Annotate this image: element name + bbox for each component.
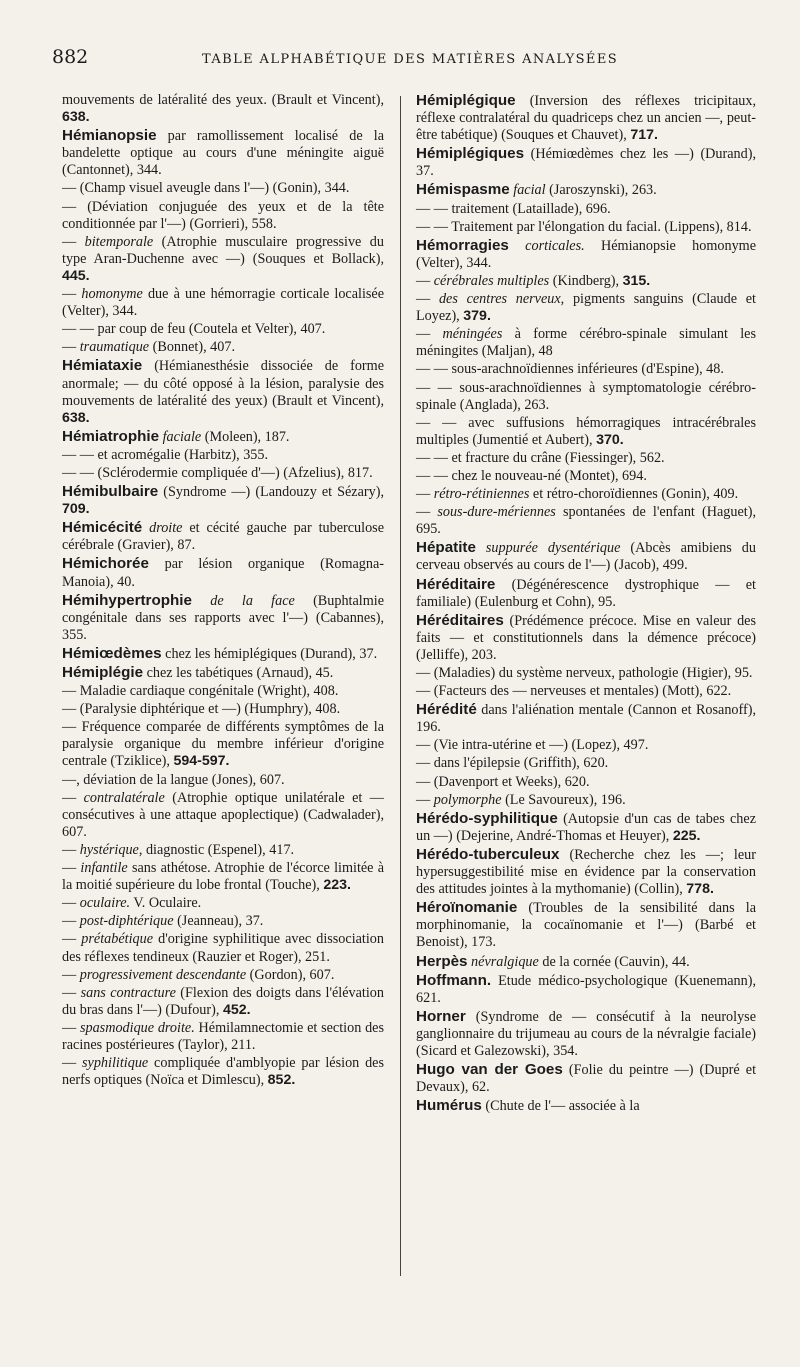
- entry-text: (Folie du peintre —) (Dupré et Devaux), 62.: [416, 1062, 757, 1096]
- entry-headword: Hérédo-tuberculeux: [416, 845, 560, 863]
- entry-text: sans athétose. Atrophie de l'écorce limitée à la moitié supérieure du lobe frontal (Touche),: [62, 860, 385, 894]
- index-entry: [62, 931, 384, 965]
- index-entry: [62, 985, 384, 1019]
- entry-italic: post-diphtérique: [79, 913, 174, 930]
- entry-italic: sous-dure-mériennes: [437, 504, 556, 521]
- index-entry: [62, 428, 384, 446]
- entry-text: (Moleen), 187.: [201, 428, 290, 445]
- entry-dash: —: [416, 486, 434, 503]
- entry-text: traitement (Lataillade), 696.: [451, 200, 611, 217]
- running-title: TABLE ALPHABÉTIQUE DES MATIÈRES ANALYSÉES: [202, 52, 619, 67]
- entry-text: (Vie intra-utérine et —) (Lopez), 497.: [433, 737, 649, 754]
- index-entry: [62, 790, 384, 841]
- entry-dash: —: [62, 913, 80, 930]
- entry-dash: — —: [62, 464, 98, 481]
- index-entry: [62, 1055, 384, 1089]
- entry-text: (Maladies) du système nerveux, pathologie (Higier), 95.: [433, 665, 753, 681]
- entry-italic: polymorphe: [433, 791, 502, 808]
- entry-text: (Abcès amibiens du cerveau observés au cours de l'—) (Jacob), 499.: [416, 540, 756, 574]
- entry-headword: Hémiplégiques: [416, 145, 525, 163]
- index-entry: [416, 683, 756, 700]
- index-entry: [62, 860, 384, 894]
- index-entry: [62, 895, 384, 912]
- entry-headword: Hérédité: [416, 701, 477, 719]
- index-entry: [416, 468, 756, 485]
- entry-text: Traitement par l'élongation du facial. (Lippens), 814.: [451, 218, 752, 235]
- entry-italic: progressivement descendante: [79, 966, 247, 983]
- entry-headword: Hémihypertrophie: [62, 591, 192, 609]
- index-entry: [62, 357, 384, 426]
- right-column: [416, 92, 756, 1116]
- entry-text: (Hémiœdèmes chez les —) (Durand), 37.: [416, 146, 756, 180]
- entry-italic: infantile: [80, 860, 128, 877]
- entry-text: (Kindberg),: [549, 272, 623, 289]
- entry-text: (Flexion des doigts dans l'élévation du bras dans l'—) (Dufour),: [62, 984, 384, 1018]
- index-entry: [62, 339, 384, 356]
- index-entry: [416, 380, 756, 414]
- entry-headword: Hépatite: [416, 539, 476, 557]
- entry-headword: Hémicécité: [62, 519, 143, 537]
- entry-italic: droite: [142, 520, 183, 537]
- entry-headword: Hugo van der Goes: [416, 1061, 563, 1079]
- entry-italic: prétabétique: [81, 931, 154, 948]
- index-entry: [416, 145, 756, 180]
- entry-page-ref: 225.: [672, 827, 701, 844]
- index-entry: [416, 810, 756, 845]
- entry-text: avec suffusions hémorragiques intracérébrales multiples (Jumentié et Aubert),: [416, 414, 756, 448]
- entry-text: (Inversion des réflexes tricipitaux, réflexe contralatéral du quadriceps chez un ancien —, peut-être tabétique) (Souques et Chauvet),: [416, 93, 756, 144]
- index-entry: [62, 967, 384, 984]
- entry-page-ref: 717.: [630, 127, 658, 144]
- entry-text: d'origine syphilitique avec dissociation des réflexes tendineux (Rauzier et Roger), 251.: [62, 931, 384, 965]
- entry-dash: — —: [62, 321, 98, 338]
- entry-headword: Hémispasme: [416, 181, 510, 199]
- entry-page-ref: 638.: [62, 109, 90, 126]
- entry-italic: hystérique,: [79, 841, 143, 858]
- entry-text: chez le nouveau-né (Montet), 694.: [451, 467, 647, 484]
- page-header: [52, 46, 760, 76]
- entry-text: (Jaroszynski), 263.: [545, 182, 657, 199]
- entry-text: due à une hémorragie corticale localisée (Velter), 344.: [62, 286, 385, 320]
- entry-dash: —: [62, 233, 85, 250]
- entry-dash: —: [62, 286, 82, 303]
- entry-dash: —: [416, 683, 434, 700]
- entry-text: sous-arachnoïdiennes inférieures (d'Espine), 48.: [451, 361, 724, 378]
- entry-page-ref: 315.: [622, 272, 651, 289]
- entry-dash: — —: [416, 218, 452, 235]
- entry-headword: Héréditaires: [416, 611, 504, 629]
- index-entry: [62, 447, 384, 464]
- entry-dash: —: [62, 719, 82, 736]
- entry-headword: Hémiplégique: [416, 92, 516, 109]
- entry-headword: Hoffmann.: [416, 971, 492, 989]
- index-entry: [416, 326, 756, 360]
- index-entry: [416, 1061, 756, 1096]
- entry-dash: —: [416, 791, 434, 808]
- index-entry: [62, 127, 384, 179]
- entry-dash: — —: [62, 446, 98, 463]
- index-entry: [416, 273, 756, 290]
- entry-headword: Hérédo-syphilitique: [416, 809, 558, 827]
- index-entry: [62, 683, 384, 700]
- entry-text: (Dégénérescence dystrophique — et familiale) (Eulenburg et Cohn), 95.: [416, 576, 756, 610]
- page-number: 882: [52, 46, 89, 68]
- entry-text: compliquée d'amblyopie par lésion des nerfs optiques (Noïca et Dimlescu),: [62, 1055, 384, 1089]
- entry-text: sous-arachnoïdiennes à symptomatologie cérébro-spinale (Anglada), 263.: [416, 379, 756, 413]
- entry-text: par coup de feu (Coutela et Velter), 407.: [97, 321, 326, 338]
- entry-text: (Déviation conjuguée des yeux et de la tête conditionnée par l'—) (Gorrieri), 558.: [62, 198, 384, 232]
- entry-headword: Hémibulbaire: [62, 483, 159, 501]
- entry-page-ref: 370.: [596, 431, 624, 448]
- entry-page-ref: 445.: [62, 267, 90, 284]
- entry-text: (Atrophie optique unilatérale et — consécutives à une attaque apoplectique) (Cadwalader), 607.: [62, 789, 384, 840]
- index-entry: [416, 774, 756, 791]
- entry-text: V. Oculaire.: [130, 895, 202, 912]
- entry-text: (Paralysie diphtérique et —) (Humphry), 408.: [79, 701, 341, 718]
- index-entry: [62, 180, 384, 197]
- entry-text: diagnostic (Espenel), 417.: [142, 841, 295, 858]
- entry-text: dans l'épilepsie (Griffith), 620.: [433, 755, 609, 772]
- index-entry: [416, 953, 756, 971]
- entry-dash: —: [62, 984, 81, 1001]
- index-entry: [62, 555, 384, 590]
- entry-text: (Syndrome —) (Landouzy et Sézary),: [158, 484, 384, 501]
- entry-text: (Le Savoureux), 196.: [501, 791, 626, 808]
- index-entry: [62, 519, 384, 554]
- entry-dash: —: [416, 326, 443, 343]
- index-entry: [416, 539, 756, 574]
- entry-headword: Hémiataxie: [62, 357, 143, 375]
- entry-text: (Jeanneau), 37.: [173, 913, 264, 930]
- entry-text: Hémianopsie homonyme (Velter), 344.: [416, 237, 756, 271]
- entry-dash: —: [416, 665, 434, 681]
- entry-headword: Horner: [416, 1007, 466, 1025]
- entry-text: (Bonnet), 407.: [149, 339, 235, 356]
- entry-dash: —: [62, 1055, 83, 1072]
- entry-headword: Hémianopsie: [62, 127, 157, 145]
- index-entry: [62, 286, 384, 320]
- index-entry: [62, 483, 384, 518]
- entry-headword: Héréditaire: [416, 575, 496, 593]
- index-entry: [416, 415, 756, 449]
- entry-text: (Facteurs des — nerveuses et mentales) (Mott), 622.: [433, 683, 732, 700]
- index-entry: [62, 664, 384, 682]
- entry-text: et acromégalie (Harbitz), 355.: [97, 446, 269, 463]
- entry-text: Hémilamnectomie et section des racines postérieures (Taylor), 211.: [62, 1019, 384, 1053]
- index-entry: [416, 1008, 756, 1060]
- entry-dash: —: [62, 198, 88, 215]
- index-entry: [416, 361, 756, 378]
- entry-headword: Hémorragies: [416, 236, 509, 254]
- entry-dash: —: [62, 895, 80, 912]
- index-entry: [62, 719, 384, 770]
- index-entry: [416, 291, 756, 325]
- entry-page-ref: 638.: [62, 409, 90, 426]
- index-entry: [416, 899, 756, 951]
- entry-italic: méningées: [442, 326, 503, 343]
- entry-italic: névralgique: [467, 953, 539, 970]
- left-column: [62, 92, 384, 1090]
- entry-page-ref: 452.: [222, 1001, 251, 1018]
- entry-text: par ramollissement localisé de la bandelette optique au cours d'une méningite aiguë (Cantonnet), 344.: [62, 128, 384, 179]
- entry-dash: —: [416, 272, 434, 289]
- index-entry: [416, 701, 756, 736]
- entry-dash: —: [416, 504, 438, 521]
- entry-headword: Hémichorée: [62, 555, 149, 573]
- index-entry: [416, 486, 756, 503]
- entry-text: par lésion organique (Romagna-Manoia), 40.: [62, 556, 384, 590]
- entry-dash: —: [62, 789, 84, 806]
- index-entry: [416, 792, 756, 809]
- entry-dash: —: [62, 683, 80, 700]
- entry-dash: —: [416, 737, 434, 754]
- entry-italic: corticales.: [508, 237, 585, 254]
- entry-dash: — —: [416, 467, 452, 484]
- entry-text: déviation de la langue (Jones), 607.: [83, 771, 285, 788]
- entry-italic: sans contracture: [80, 984, 176, 1001]
- entry-text: (Champ visuel aveugle dans l'—) (Gonin), 344.: [79, 180, 350, 197]
- entry-headword: Herpès: [416, 952, 468, 970]
- entry-text: Maladie cardiaque congénitale (Wright), 408.: [79, 683, 339, 700]
- index-entry: [62, 772, 384, 789]
- entry-italic: spasmodique droite.: [79, 1019, 195, 1036]
- entry-dash: —: [62, 180, 80, 197]
- entry-dash: —,: [62, 771, 84, 788]
- entry-page-ref: 379.: [463, 308, 491, 325]
- index-entry: [62, 465, 384, 482]
- entry-dash: —: [62, 701, 80, 718]
- entry-dash: —: [62, 860, 81, 877]
- entry-dash: — —: [416, 379, 460, 396]
- entry-page-ref: 852.: [267, 1072, 296, 1089]
- entry-dash: —: [62, 1019, 80, 1036]
- entry-italic: facial: [509, 182, 546, 199]
- index-entry: [416, 219, 756, 236]
- entry-dash: —: [62, 339, 80, 356]
- index-entry: [62, 92, 384, 126]
- entry-headword: Hémiplégie: [62, 664, 144, 681]
- index-entry: [416, 504, 756, 538]
- index-entry: [416, 846, 756, 898]
- entry-dash: —: [416, 773, 434, 790]
- index-entry: [62, 1020, 384, 1054]
- index-entry: [416, 755, 756, 772]
- entry-italic: oculaire.: [79, 895, 131, 912]
- entry-page-ref: 778.: [686, 881, 714, 898]
- entry-italic: traumatique: [79, 339, 150, 356]
- entry-page-ref: 709.: [62, 501, 90, 518]
- column-divider: [400, 96, 401, 1276]
- entry-text: (Buphtalmie congénitale dans ses rapports avec l'—) (Cabannes), 355.: [62, 592, 384, 643]
- index-entry: [62, 199, 384, 233]
- index-entry: [62, 645, 384, 663]
- entry-italic: bitemporale: [84, 233, 154, 250]
- index-entry: [416, 972, 756, 1007]
- index-entry: [416, 1097, 756, 1115]
- entry-headword: Humérus: [416, 1097, 482, 1115]
- entry-text: (Autopsie d'un cas de tabes chez un —) (Dejerine, André-Thomas et Heuyer),: [416, 810, 756, 844]
- entry-dash: —: [62, 841, 80, 858]
- entry-text: (Hémianesthésie dissociée de forme anormale; — du côté opposé à la lésion, paralysie des mouvements de latéralité des yeux) (Brault et Vincent),: [62, 358, 384, 409]
- entry-text: chez les hémiplégiques (Durand), 37.: [161, 645, 378, 662]
- entry-text: (Sclérodermie compliquée d'—) (Afzelius), 817.: [97, 464, 373, 481]
- entry-text: (Chute de l'— associée à la: [481, 1098, 640, 1115]
- index-entry: [416, 237, 756, 272]
- entry-headword: Hémiœdèmes: [62, 644, 162, 662]
- index-entry: [416, 450, 756, 467]
- entry-dash: — —: [416, 449, 452, 466]
- entry-text: (Prédémence précoce. Mise en valeur des faits — et constitutionnels dans la démence précoce) (Jelliffe), 203.: [416, 612, 756, 663]
- index-entry: [416, 612, 756, 664]
- entry-text: (Gordon), 607.: [246, 966, 335, 983]
- entry-text: chez les tabétiques (Arnaud), 45.: [143, 665, 334, 681]
- entry-italic: faciale: [159, 428, 202, 445]
- entry-headword: Héroïnomanie: [416, 899, 518, 917]
- entry-text: Etude médico-psychologique (Kuenemann), 621.: [416, 972, 756, 1006]
- entry-page-ref: 223.: [323, 877, 352, 894]
- entry-text: Fréquence comparée de différents symptômes de la paralysie organique du membre inférieur d'origine centrale (Tziklice),: [62, 719, 384, 770]
- entry-dash: — —: [416, 200, 452, 217]
- entry-italic: rétro-rétiniennes: [433, 486, 530, 503]
- index-entry: [62, 321, 384, 338]
- index-entry: [416, 665, 756, 682]
- entry-text: à forme cérébro-spinale simulant les méningites (Maljan), 48: [416, 326, 756, 360]
- entry-italic: contralatérale: [83, 789, 165, 806]
- index-entry: [62, 842, 384, 859]
- entry-italic: homonyme: [81, 286, 143, 303]
- index-entry: [62, 913, 384, 930]
- index-entry: [62, 701, 384, 718]
- entry-dash: —: [62, 966, 80, 983]
- entry-text: (Atrophie musculaire progressive du type Aran-Duchenne avec —) (Souques et Bollack),: [62, 233, 384, 267]
- entry-dash: — —: [416, 361, 452, 378]
- index-entry: [416, 737, 756, 754]
- entry-dash: —: [416, 755, 434, 772]
- entry-text: mouvements de latéralité des yeux. (Brault et Vincent),: [62, 92, 384, 108]
- entry-italic: syphilitique: [82, 1055, 149, 1072]
- entry-headword: Hémiatrophie: [62, 427, 160, 445]
- entry-text: spontanées de l'enfant (Haguet), 695.: [416, 504, 756, 538]
- entry-text: (Troubles de la sensibilité dans la morphinomanie, la cocaïnomanie et l'—) (Barbé et Benoist), 173.: [416, 900, 756, 951]
- index-entry: [62, 234, 384, 285]
- entry-text: et cécité gauche par tuberculose cérébrale (Gravier), 87.: [62, 520, 384, 554]
- entry-page-ref: 594-597.: [173, 753, 230, 770]
- entry-dash: — —: [416, 414, 469, 431]
- entry-text: et rétro-choroïdiennes (Gonin), 409.: [529, 486, 739, 503]
- index-entry: [416, 201, 756, 218]
- entry-italic: suppurée dysentérique: [475, 540, 621, 557]
- index-entry: [416, 92, 756, 144]
- index-entry: [416, 576, 756, 611]
- entry-text: (Recherche chez les —; leur hypersuggestibilité mise en évidence par la conservation des attitudes jointes à la mythomanie) (Collin),: [416, 846, 756, 898]
- entry-text: (Syndrome de — consécutif à la neurolyse ganglionnaire du trijumeau au cours de la névralgie faciale) (Sicard et Galezowski), 354.: [416, 1008, 756, 1059]
- entry-text: dans l'aliénation mentale (Cannon et Rosanoff), 196.: [416, 702, 756, 736]
- entry-dash: —: [416, 291, 439, 308]
- index-entry: [416, 181, 756, 199]
- index-entry: [62, 592, 384, 644]
- entry-italic: cérébrales multiples: [433, 272, 550, 289]
- entry-text: pigments sanguins (Claude et Loyez),: [416, 291, 756, 325]
- entry-dash: —: [62, 931, 82, 948]
- entry-italic: de la face: [191, 592, 295, 609]
- entry-text: et fracture du crâne (Fiessinger), 562.: [451, 449, 665, 466]
- entry-italic: des centres nerveux,: [438, 291, 565, 308]
- entry-text: de la cornée (Cauvin), 44.: [538, 953, 690, 970]
- entry-text: (Davenport et Weeks), 620.: [433, 773, 590, 790]
